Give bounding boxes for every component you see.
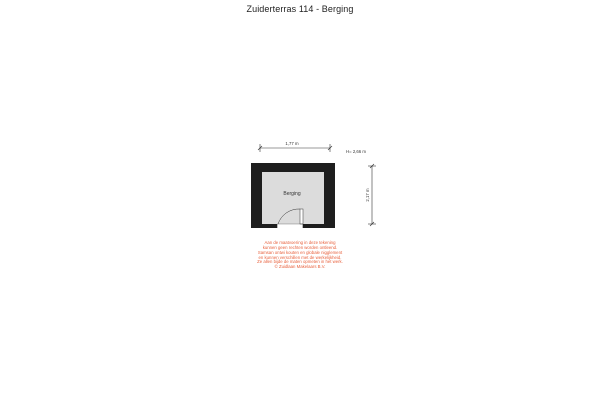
- depth-dimension: [365, 164, 376, 226]
- width-dimension-label: 1,77 m: [285, 141, 299, 146]
- room-label: Berging: [283, 191, 301, 197]
- disclaimer-block-1: [150, 240, 450, 260]
- depth-dimension-label: 2,17 m: [365, 188, 370, 202]
- width-dimension: [258, 141, 332, 152]
- page-title: Zuiderterras 114 - Berging: [246, 4, 354, 14]
- disclaimer-line: kunnen geen rechten worden ontleend.: [262, 245, 338, 250]
- disclaimer-line: Samsan ontwi kouten en globale nigglement: [257, 250, 343, 255]
- disclaimer-line: en kunnen verschillen met de werkelijkheid.: [258, 255, 342, 260]
- room-floor: [262, 172, 324, 224]
- disclaimer-line: Aan de maatvoering in deze tekening: [264, 240, 336, 245]
- disclaimer-block-2: [150, 259, 450, 269]
- ceiling-height-label: H= 2,66 m: [346, 149, 366, 154]
- disclaimer-line: Ze allen bijde de maten opmeten in het werk.: [257, 259, 343, 264]
- disclaimer-line: © Zuidlaan Makelaars B.V.: [274, 264, 326, 269]
